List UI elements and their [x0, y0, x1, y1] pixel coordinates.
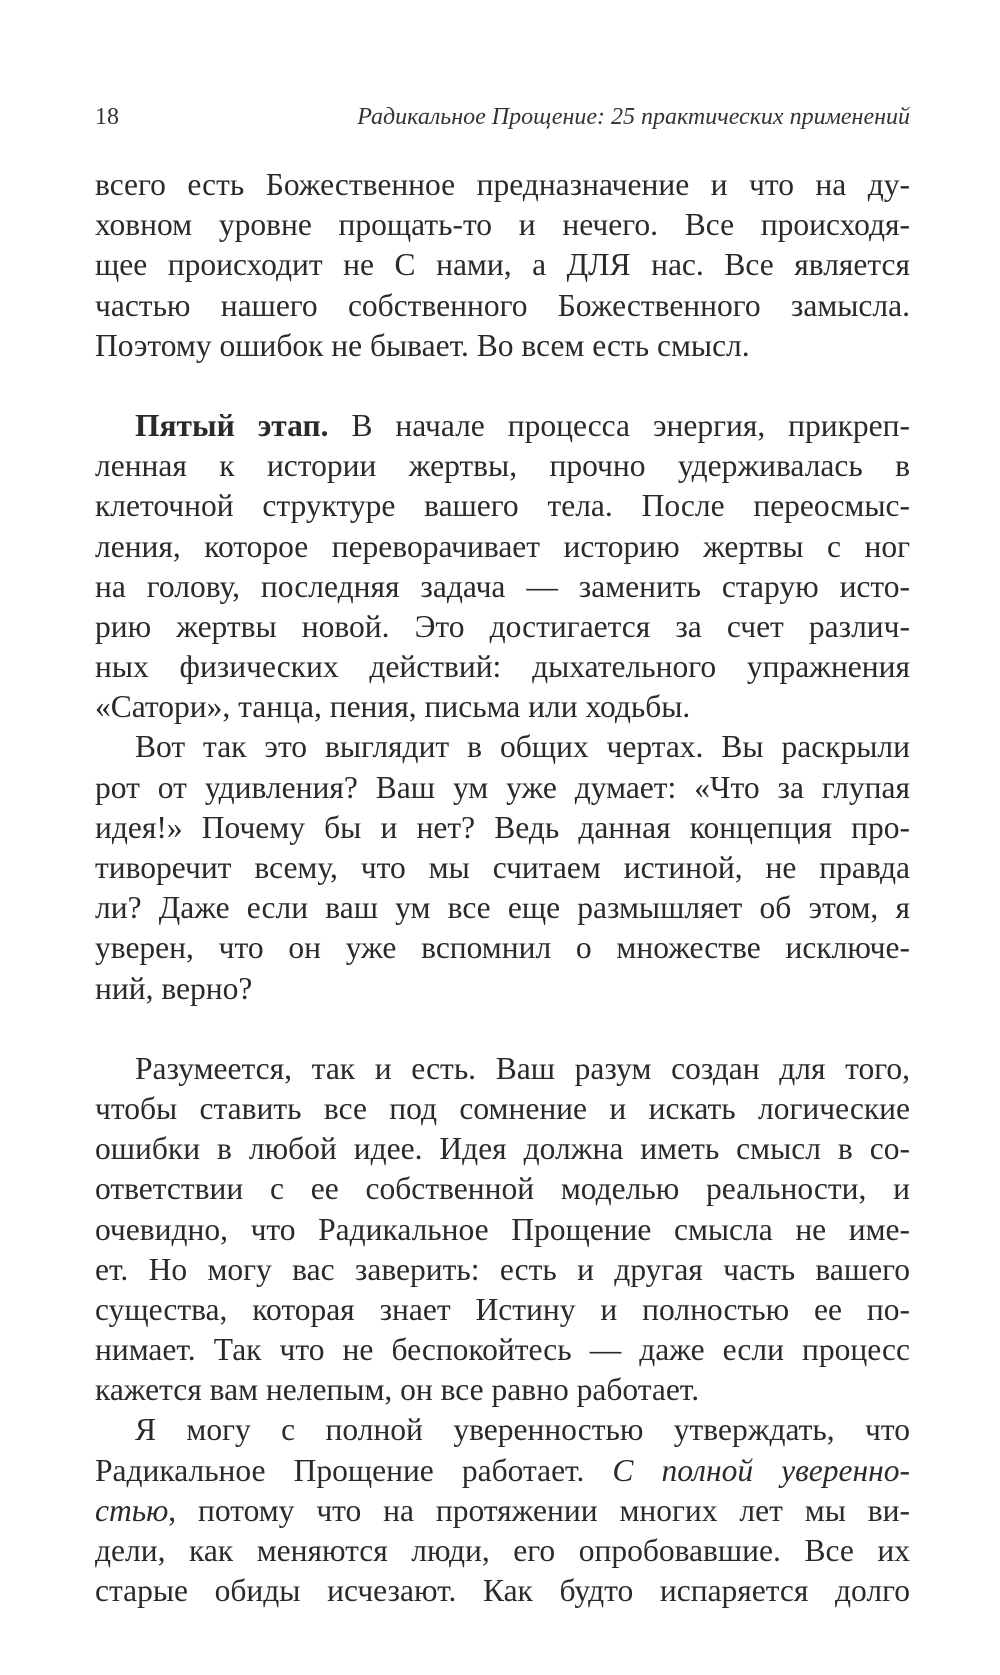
paragraph-gap	[95, 366, 910, 406]
running-title: Радикальное Прощение: 25 практических применений	[357, 104, 910, 130]
text-line: всего есть Божественное предназначение и что на ду-	[95, 167, 910, 202]
paragraph	[95, 406, 910, 728]
text-line: Вот так это выглядит в общих чертах. Вы раскрыли	[135, 729, 910, 765]
text-line	[95, 406, 910, 446]
section-lead: Пятый этап.	[135, 407, 329, 443]
paragraph	[95, 165, 910, 366]
text-line	[95, 1451, 910, 1491]
text-fragment: , потому что на протяжении многих лет мы ви-	[168, 1492, 910, 1528]
text-line: ет. Но могу вас заверить: есть и другая часть вашего	[95, 1251, 910, 1287]
running-head	[95, 104, 910, 144]
text-line: очевидно, что Радикальное Прощение смысла не име-	[95, 1211, 910, 1247]
text-line: кажется вам нелепым, он все равно работает.	[95, 1372, 700, 1408]
text-line: ления, которое переворачивает историю жертвы с ног	[95, 528, 910, 564]
text-line: ошибки в любой идее. Идея должна иметь смысл в со-	[95, 1131, 910, 1167]
text-line: ленная к истории жертвы, прочно удерживалась в	[95, 448, 910, 484]
text-line: существа, которая знает Истину и полностью ее по-	[95, 1291, 910, 1327]
text-line: ховном уровне прощать-то и нечего. Все происходя-	[95, 207, 910, 243]
text-fragment: В начале процесса энергия, прикреп-	[328, 407, 910, 443]
text-line: старые обиды исчезают. Как будто испаряется долго	[95, 1573, 910, 1609]
text-line: уверен, что он уже вспомнил о множестве исключе-	[95, 930, 910, 966]
paragraph	[95, 727, 910, 1008]
text-line: клеточной структуре вашего тела. После переосмыс-	[95, 488, 910, 524]
text-line	[95, 1491, 910, 1531]
text-line: дели, как меняются люди, его опробовавшие. Все их	[95, 1533, 910, 1568]
text-line: на голову, последняя задача — заменить старую исто-	[95, 568, 910, 604]
text-line: рот от удивления? Ваш ум уже думает: «Что за глупая	[95, 769, 910, 805]
text-line: ных физических действий: дыхательного упражнения	[95, 649, 910, 685]
text-line: Я могу с полной уверенностью утверждать, что	[135, 1412, 910, 1448]
page-number: 18	[95, 104, 119, 130]
paragraph	[95, 1410, 910, 1611]
text-line: «Сатори», танца, пения, письма или ходьбы.	[95, 689, 691, 725]
text-line: рию жертвы новой. Это достигается за счет различ-	[95, 608, 910, 644]
paragraph-gap	[95, 1009, 910, 1049]
text-line: чтобы ставить все под сомнение и искать логические	[95, 1090, 910, 1126]
text-line: частью нашего собственного Божественного замысла.	[95, 287, 910, 323]
text-line: ний, верно?	[95, 970, 253, 1006]
text-line: Разумеется, так и есть. Ваш разум создан для того,	[135, 1050, 910, 1086]
emphasis-text: стью	[95, 1492, 169, 1528]
text-line: идея!» Почему бы и нет? Ведь данная концепция про-	[95, 809, 910, 845]
body-text	[95, 165, 910, 1611]
text-fragment: Радикальное Прощение работает.	[95, 1452, 613, 1488]
paragraph	[95, 1049, 910, 1411]
text-line: тиворечит всему, что мы считаем истиной, не правда	[95, 850, 910, 885]
text-line: ответствии с ее собственной моделью реальности, и	[95, 1171, 910, 1207]
emphasis-text: С полной уверенно-	[612, 1452, 910, 1488]
text-line: Поэтому ошибок не бывает. Во всем есть смысл.	[95, 327, 750, 363]
text-line: щее происходит не С нами, а ДЛЯ нас. Все является	[95, 247, 910, 283]
text-line: нимает. Так что не беспокойтесь — даже если процесс	[95, 1332, 910, 1368]
text-line: ли? Даже если ваш ум все еще размышляет об этом, я	[95, 890, 910, 926]
